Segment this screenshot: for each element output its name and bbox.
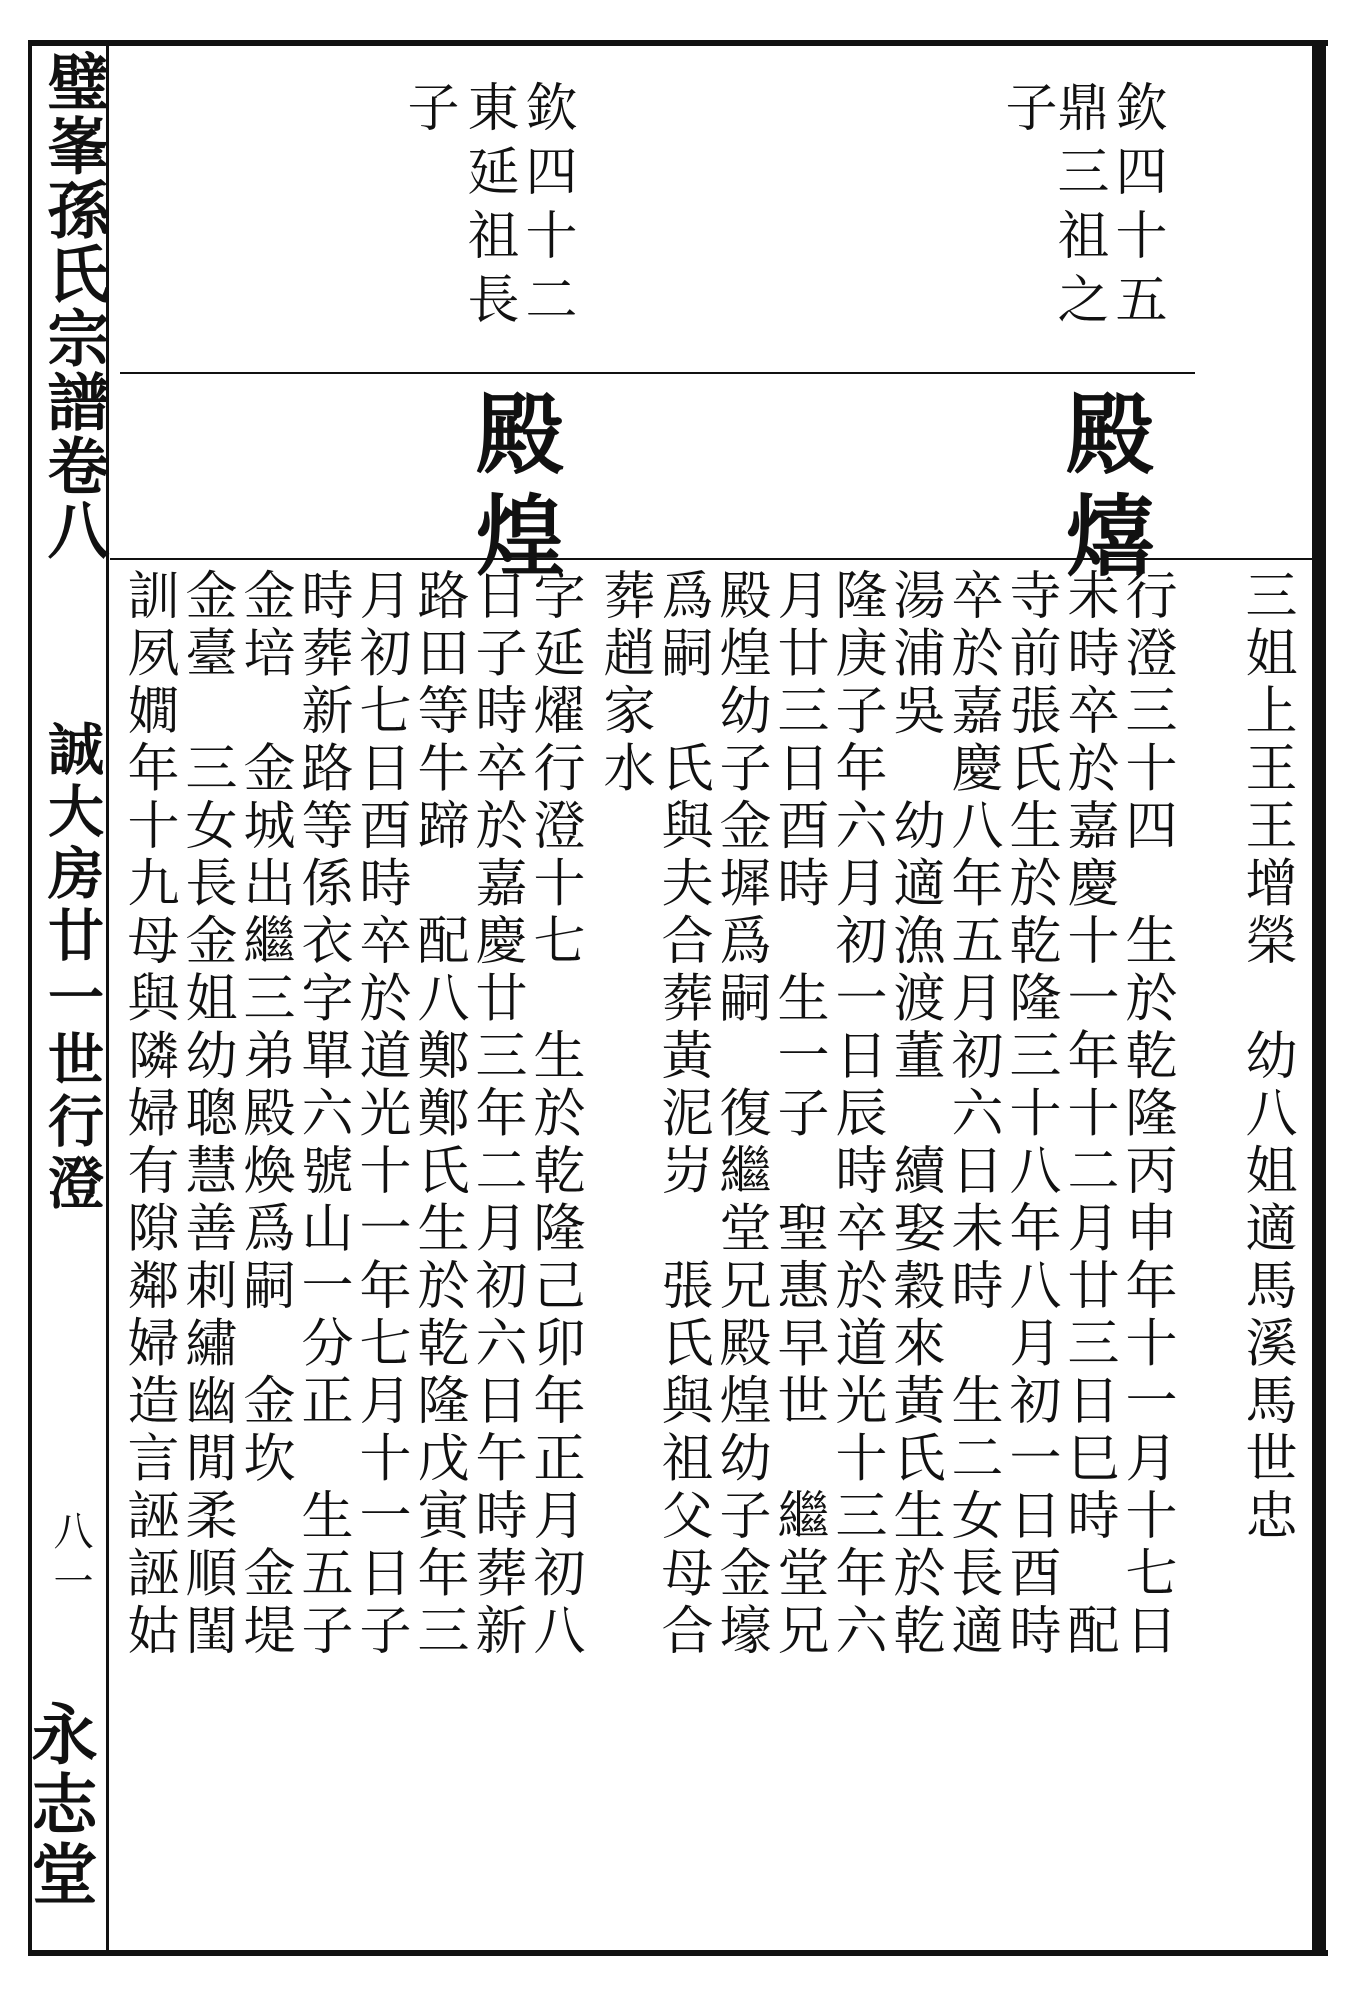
lineage-note-line: 東延祖長 xyxy=(458,80,518,336)
lineage-note-line: 欽四十二 xyxy=(516,80,576,336)
person-name-second: 殿煌 xyxy=(462,388,566,592)
biography-column: 行澄三十四 生於乾隆丙申年十一月十七日 xyxy=(1116,568,1176,1661)
top-border xyxy=(28,40,1328,46)
right-border xyxy=(1312,40,1326,1956)
biography-column: 金臺 三女長金姐幼聰慧善刺繡幽閒柔順閨 xyxy=(176,568,236,1661)
lineage-note-line: 子 xyxy=(398,80,458,144)
biography-column: 字延燿行澄十七 生於乾隆己卯年正月初八 xyxy=(524,568,584,1661)
book-title-text: 璧峯孫氏宗譜 xyxy=(37,50,110,434)
biography-column: 寺前張氏生於乾隆三十八年八月初一日酉時 xyxy=(1000,568,1060,1661)
biography-column: 月初七日酉時卒於道光十一年七月十一日子 xyxy=(350,568,410,1661)
hall-name: 永志堂 xyxy=(20,1700,98,1910)
volume-label: 卷八 xyxy=(37,434,110,562)
person-name-first: 殿熺 xyxy=(1052,388,1156,592)
biography-column: 爲嗣 氏與夫合葬黃泥岃 張氏與祖父母合 xyxy=(652,568,712,1661)
biography-column: 日子時卒於嘉慶廿三年二月初六日午時葬新 xyxy=(466,568,526,1661)
biography-column: 月廿三日酉時 生一子 聖惠早世 繼堂兄 xyxy=(768,568,828,1661)
biography-column: 時葬新路等係衣字單六號山一分正 生五子 xyxy=(292,568,352,1661)
biography-column: 卒於嘉慶八年五月初六日未時 生二女長適 xyxy=(942,568,1002,1661)
lineage-note-line: 子 xyxy=(996,80,1056,144)
register-divider xyxy=(120,372,1195,374)
section-heading: 誠大房廿一世行澄 xyxy=(39,720,105,1216)
biography-column: 訓夙嫺年十九母與隣婦有隙鄰婦造言誣誣姑 xyxy=(118,568,178,1661)
page-number: 八一 xyxy=(47,1510,93,1610)
biography-column: 葬趙家水 xyxy=(594,568,654,798)
biography-column: 金培 金城出繼三弟殿煥爲嗣 金坎 金堤 xyxy=(234,568,294,1661)
biography-column: 未時卒於嘉慶十一年十二月廿三日巳時 配 xyxy=(1058,568,1118,1661)
biography-column: 湯浦吳 幼適漁渡董 續娶穀來黃氏生於乾 xyxy=(884,568,944,1661)
bottom-border xyxy=(28,1950,1328,1956)
biography-column: 路田等牛蹄 配八鄭鄭氏生於乾隆戊寅年三 xyxy=(408,568,468,1661)
biography-column: 殿煌幼子金墀爲嗣 復繼堂兄殿煌幼子金壕 xyxy=(710,568,770,1661)
lineage-note-line: 鼎三祖之 xyxy=(1048,80,1108,336)
lineage-note-line: 欽四十五 xyxy=(1106,80,1166,336)
biography-column: 隆庚子年六月初一日辰時卒於道光十三年六 xyxy=(826,568,886,1661)
book-title xyxy=(24,50,110,562)
biography-column: 三姐上王王增榮 幼八姐適馬溪馬世忠 xyxy=(1236,568,1296,1546)
